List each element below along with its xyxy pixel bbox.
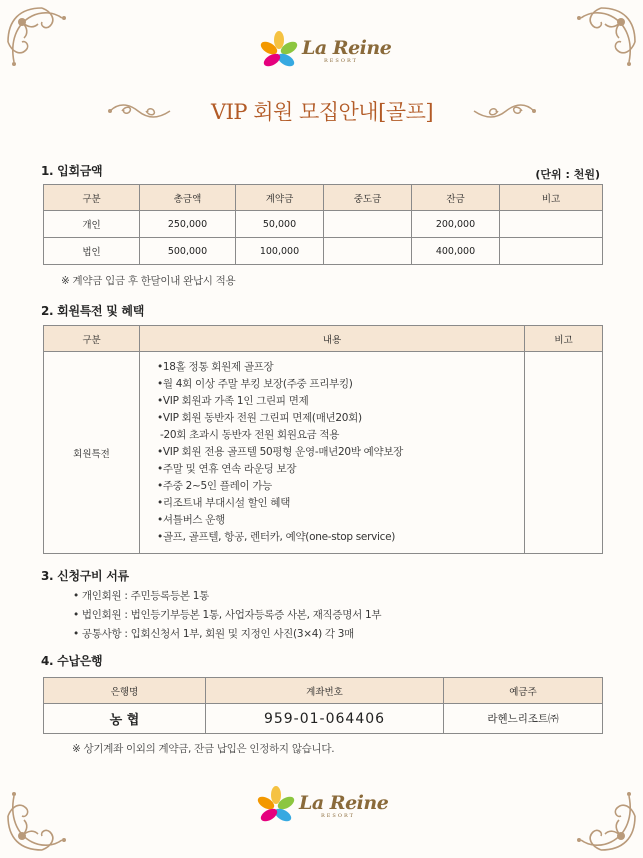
list-item: •VIP 회원 전용 골프텔 50평형 운영-매년20박 예약보장 bbox=[157, 446, 404, 458]
list-item: •월 4회 이상 주말 부킹 보장(주중 프리부킹) bbox=[157, 378, 353, 390]
table-row bbox=[44, 238, 603, 265]
account-holder: 라헨느리조트㈜ bbox=[444, 704, 603, 734]
list-item: -20회 초과시 동반자 전원 회원요금 적용 bbox=[157, 429, 340, 441]
fee-table bbox=[43, 184, 603, 265]
list-item: • 법인회원 : 법인등기부등본 1통, 사업자등록증 사본, 재직증명서 1부 bbox=[73, 609, 382, 621]
list-item: •주중 2~5인 플레이 가능 bbox=[157, 480, 273, 492]
list-item: •주말 및 연휴 연속 라운딩 보장 bbox=[157, 463, 297, 475]
table-cell bbox=[500, 211, 603, 238]
documents-list bbox=[73, 587, 381, 644]
header-cell: 구분 bbox=[44, 326, 140, 352]
table-cell: 개인 bbox=[44, 211, 140, 238]
list-item: •18홀 정통 회원제 골프장 bbox=[157, 361, 274, 373]
unit-label: (단위 : 천원) bbox=[535, 168, 600, 181]
header-cell: 은행명 bbox=[44, 678, 206, 704]
table-header-row bbox=[44, 678, 603, 704]
page-title: VIP 회원 모집안내[골프] bbox=[210, 100, 434, 124]
header-cell: 구분 bbox=[44, 185, 140, 211]
table-cell bbox=[324, 238, 412, 265]
section-title-bank: 4. 수납은행 bbox=[41, 654, 103, 668]
table-header-row bbox=[44, 326, 603, 352]
header-cell: 비고 bbox=[525, 326, 603, 352]
header-cell: 예금주 bbox=[444, 678, 603, 704]
ornament-corner-icon bbox=[551, 766, 641, 856]
list-item: •골프, 골프텔, 항공, 렌터카, 예약(one-stop service) bbox=[157, 531, 396, 543]
brand-logo-footer bbox=[255, 785, 388, 827]
bank-table bbox=[43, 677, 603, 734]
table-row bbox=[44, 704, 603, 734]
header-cell: 계좌번호 bbox=[206, 678, 444, 704]
header-cell: 내용 bbox=[140, 326, 525, 352]
flower-logo-icon bbox=[255, 785, 297, 827]
benefit-list-cell bbox=[140, 352, 525, 554]
account-number: 959-01-064406 bbox=[206, 704, 444, 734]
table-cell: 500,000 bbox=[140, 238, 236, 265]
table-cell: 200,000 bbox=[412, 211, 500, 238]
header-cell: 중도금 bbox=[324, 185, 412, 211]
table-cell: 100,000 bbox=[236, 238, 324, 265]
header-cell: 비고 bbox=[500, 185, 603, 211]
ornament-corner-icon bbox=[2, 766, 92, 856]
flower-logo-icon bbox=[258, 30, 300, 72]
title-row bbox=[108, 93, 536, 129]
list-item: •VIP 회원 동반자 전원 그린피 면제(매년20회) bbox=[157, 412, 362, 424]
table-cell bbox=[500, 238, 603, 265]
brand-logo bbox=[258, 30, 391, 72]
table-cell bbox=[324, 211, 412, 238]
scroll-ornament-left-icon bbox=[108, 101, 172, 121]
header-cell: 계약금 bbox=[236, 185, 324, 211]
list-item: • 공통사항 : 입회신청서 1부, 회원 및 지정인 사진(3×4) 각 3매 bbox=[73, 628, 355, 640]
header-cell: 총금액 bbox=[140, 185, 236, 211]
list-item: •셔틀버스 운행 bbox=[157, 514, 225, 526]
section-title-benefits: 2. 회원특전 및 혜택 bbox=[41, 304, 144, 318]
ornament-corner-icon bbox=[551, 2, 641, 92]
section-title-fee: 1. 입회금액 bbox=[41, 164, 103, 178]
benefit-remark bbox=[525, 352, 603, 554]
brand-name: La Reine bbox=[299, 792, 389, 814]
table-header-row bbox=[44, 185, 603, 211]
fee-note: ※ 계약금 입금 후 한달이내 완납시 적용 bbox=[61, 275, 236, 287]
table-row bbox=[44, 211, 603, 238]
brand-sub: RESORT bbox=[324, 58, 358, 64]
benefit-category: 회원특전 bbox=[44, 352, 140, 554]
table-cell: 400,000 bbox=[412, 238, 500, 265]
list-item: •리조트내 부대시설 할인 혜택 bbox=[157, 497, 291, 509]
benefit-list bbox=[157, 359, 524, 546]
bank-name: 농 협 bbox=[44, 704, 206, 734]
scroll-ornament-right-icon bbox=[472, 101, 536, 121]
table-row bbox=[44, 352, 603, 554]
bank-note: ※ 상기계좌 이외의 계약금, 잔금 납입은 인정하지 않습니다. bbox=[72, 743, 335, 755]
table-cell: 50,000 bbox=[236, 211, 324, 238]
brand-sub: RESORT bbox=[321, 813, 355, 819]
list-item: •VIP 회원과 가족 1인 그린피 면제 bbox=[157, 395, 309, 407]
header-cell: 잔금 bbox=[412, 185, 500, 211]
benefits-table bbox=[43, 325, 603, 554]
table-cell: 법인 bbox=[44, 238, 140, 265]
section-title-documents: 3. 신청구비 서류 bbox=[41, 569, 129, 583]
brand-name: La Reine bbox=[302, 37, 392, 59]
ornament-corner-icon bbox=[2, 2, 92, 92]
table-cell: 250,000 bbox=[140, 211, 236, 238]
list-item: • 개인회원 : 주민등록등본 1통 bbox=[73, 590, 209, 602]
